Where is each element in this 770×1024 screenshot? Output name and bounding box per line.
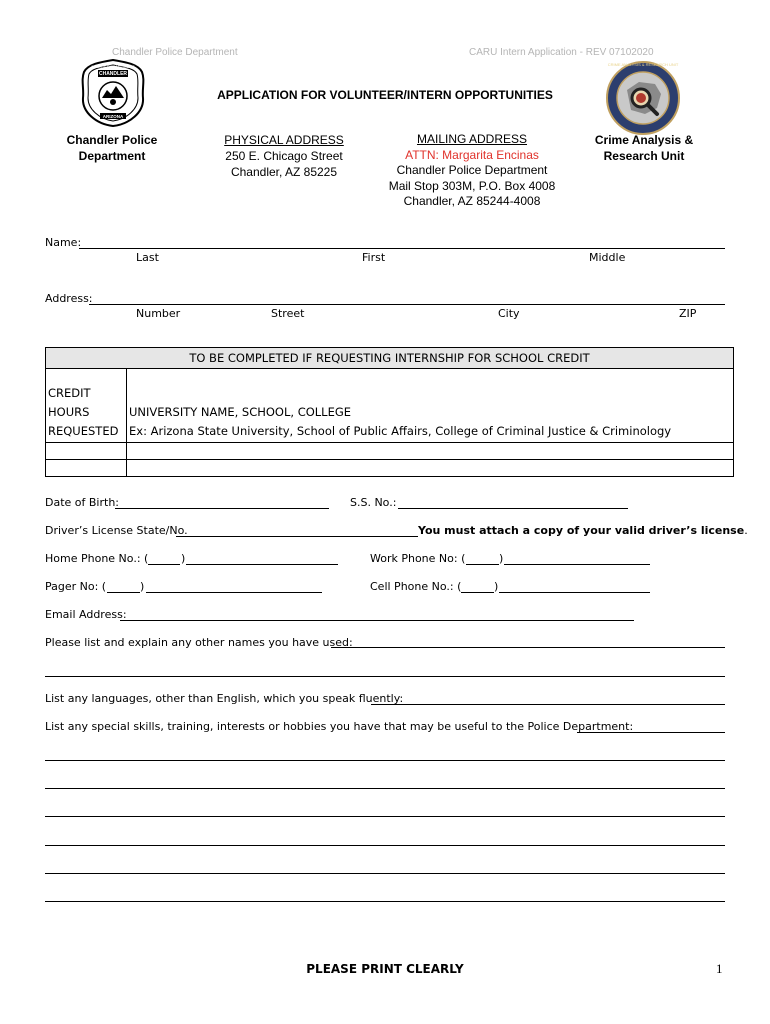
other-names-input-line-2[interactable] (45, 676, 725, 677)
credit-row-1-university[interactable] (127, 443, 734, 460)
badge-city-text: CHANDLER (98, 71, 128, 77)
pager-area-line[interactable] (107, 592, 140, 593)
credit-label-1: CREDIT (48, 386, 91, 400)
school-credit-table (45, 347, 734, 477)
skills-input-line-5[interactable] (45, 845, 725, 846)
address-sub-number: Number (136, 307, 181, 320)
skills-label: List any special skills, training, interests or hobbies you have that may be useful to the Police Department: (45, 720, 634, 733)
pager-label: Pager No: ( (45, 580, 107, 593)
languages-input-line[interactable] (371, 704, 725, 705)
cell-phone-input-line[interactable] (499, 592, 650, 593)
license-input-line[interactable] (176, 536, 418, 537)
badge-state-text: ARIZONA (102, 114, 124, 119)
mailing-line1: Chandler Police Department (396, 163, 548, 177)
header-right: CARU Intern Application - REV 07102020 (469, 47, 654, 58)
email-input-line[interactable] (120, 620, 634, 621)
address-sub-zip: ZIP (679, 307, 697, 320)
cell-phone-label: Cell Phone No.: ( (370, 580, 462, 593)
home-phone-input-line[interactable] (186, 564, 338, 565)
name-label: Name: (45, 236, 82, 249)
skills-input-line-3[interactable] (45, 788, 725, 789)
mailing-address (370, 132, 574, 210)
physical-address (196, 132, 372, 180)
pager-input-line[interactable] (146, 592, 322, 593)
credit-row-1-hours[interactable] (46, 443, 127, 460)
other-names-input-line-1[interactable] (331, 647, 725, 648)
work-phone-input-line[interactable] (504, 564, 650, 565)
name-input-line[interactable] (79, 248, 725, 249)
pager-paren: ) (140, 580, 145, 593)
skills-input-line-2[interactable] (45, 760, 725, 761)
org-left: Chandler Police Department (66, 133, 158, 163)
address-label: Address: (45, 292, 93, 305)
skills-input-line-6[interactable] (45, 873, 725, 874)
email-label: Email Address: (45, 608, 127, 621)
work-phone-label: Work Phone No: ( (370, 552, 466, 565)
address-sub-city: City (498, 307, 520, 320)
credit-label-2: HOURS (48, 405, 90, 419)
address-input-line[interactable] (89, 304, 725, 305)
physical-line2: Chandler, AZ 85225 (230, 165, 338, 179)
home-phone-label: Home Phone No.: ( (45, 552, 149, 565)
page-title: APPLICATION FOR VOLUNTEER/INTERN OPPORTUNITIES (217, 88, 553, 102)
seal-ring-text: CRIME ANALYSIS & RESEARCH UNIT (607, 62, 679, 67)
credit-row-2-hours[interactable] (46, 460, 127, 477)
university-cell[interactable] (127, 369, 734, 443)
skills-input-line-4[interactable] (45, 816, 725, 817)
skills-input-line-7[interactable] (45, 901, 725, 902)
skills-input-line-1[interactable] (577, 732, 725, 733)
print-clearly-note: PLEASE PRINT CLEARLY (306, 962, 464, 976)
license-label: Driver’s License State/No. (45, 524, 188, 537)
work-phone-paren: ) (499, 552, 504, 565)
other-names-label: Please list and explain any other names you have used: (45, 636, 353, 649)
ssn-input-line[interactable] (398, 508, 628, 509)
cell-phone-area-line[interactable] (461, 592, 494, 593)
physical-heading: PHYSICAL ADDRESS (224, 133, 344, 147)
ssn-label: S.S. No.: (350, 496, 397, 509)
home-phone-area-line[interactable] (148, 564, 180, 565)
mailing-attn: ATTN: Margarita Encinas (405, 147, 539, 162)
page-number: 1 (716, 961, 723, 976)
badge-top-text: POLICE DEPARTMENT (91, 64, 135, 69)
school-table-header: TO BE COMPLETED IF REQUESTING INTERNSHIP FOR SCHOOL CREDIT (46, 348, 734, 369)
org-right: Crime Analysis & Research Unit (594, 133, 694, 163)
name-sub-first: First (362, 251, 386, 264)
name-sub-middle: Middle (589, 251, 626, 264)
university-example: Ex: Arizona State University, School of Public Affairs, College of Criminal Justice & Criminology (129, 424, 672, 438)
license-note: You must attach a copy of your valid driver’s license. (418, 524, 748, 537)
cell-phone-paren: ) (494, 580, 499, 593)
mailing-heading: MAILING ADDRESS (416, 132, 528, 146)
header-left: Chandler Police Department (112, 47, 238, 58)
name-sub-last: Last (136, 251, 159, 264)
credit-hours-cell[interactable] (46, 369, 127, 443)
mailing-line2: Mail Stop 303M, P.O. Box 4008 (388, 178, 556, 193)
credit-row-2-university[interactable] (127, 460, 734, 477)
mailing-line3: Chandler, AZ 85244-4008 (403, 194, 541, 208)
dob-input-line[interactable] (115, 508, 329, 509)
languages-label: List any languages, other than English, which you speak fluently: (45, 692, 404, 705)
address-sub-street: Street (271, 307, 305, 320)
dob-label: Date of Birth: (45, 496, 120, 509)
license-note-text: You must attach a copy of your valid driver’s license (418, 524, 745, 537)
home-phone-paren: ) (181, 552, 186, 565)
credit-label-3: REQUESTED (48, 424, 119, 438)
work-phone-area-line[interactable] (466, 564, 499, 565)
university-label: UNIVERSITY NAME, SCHOOL, COLLEGE (129, 405, 352, 419)
physical-line1: 250 E. Chicago Street (225, 149, 343, 163)
